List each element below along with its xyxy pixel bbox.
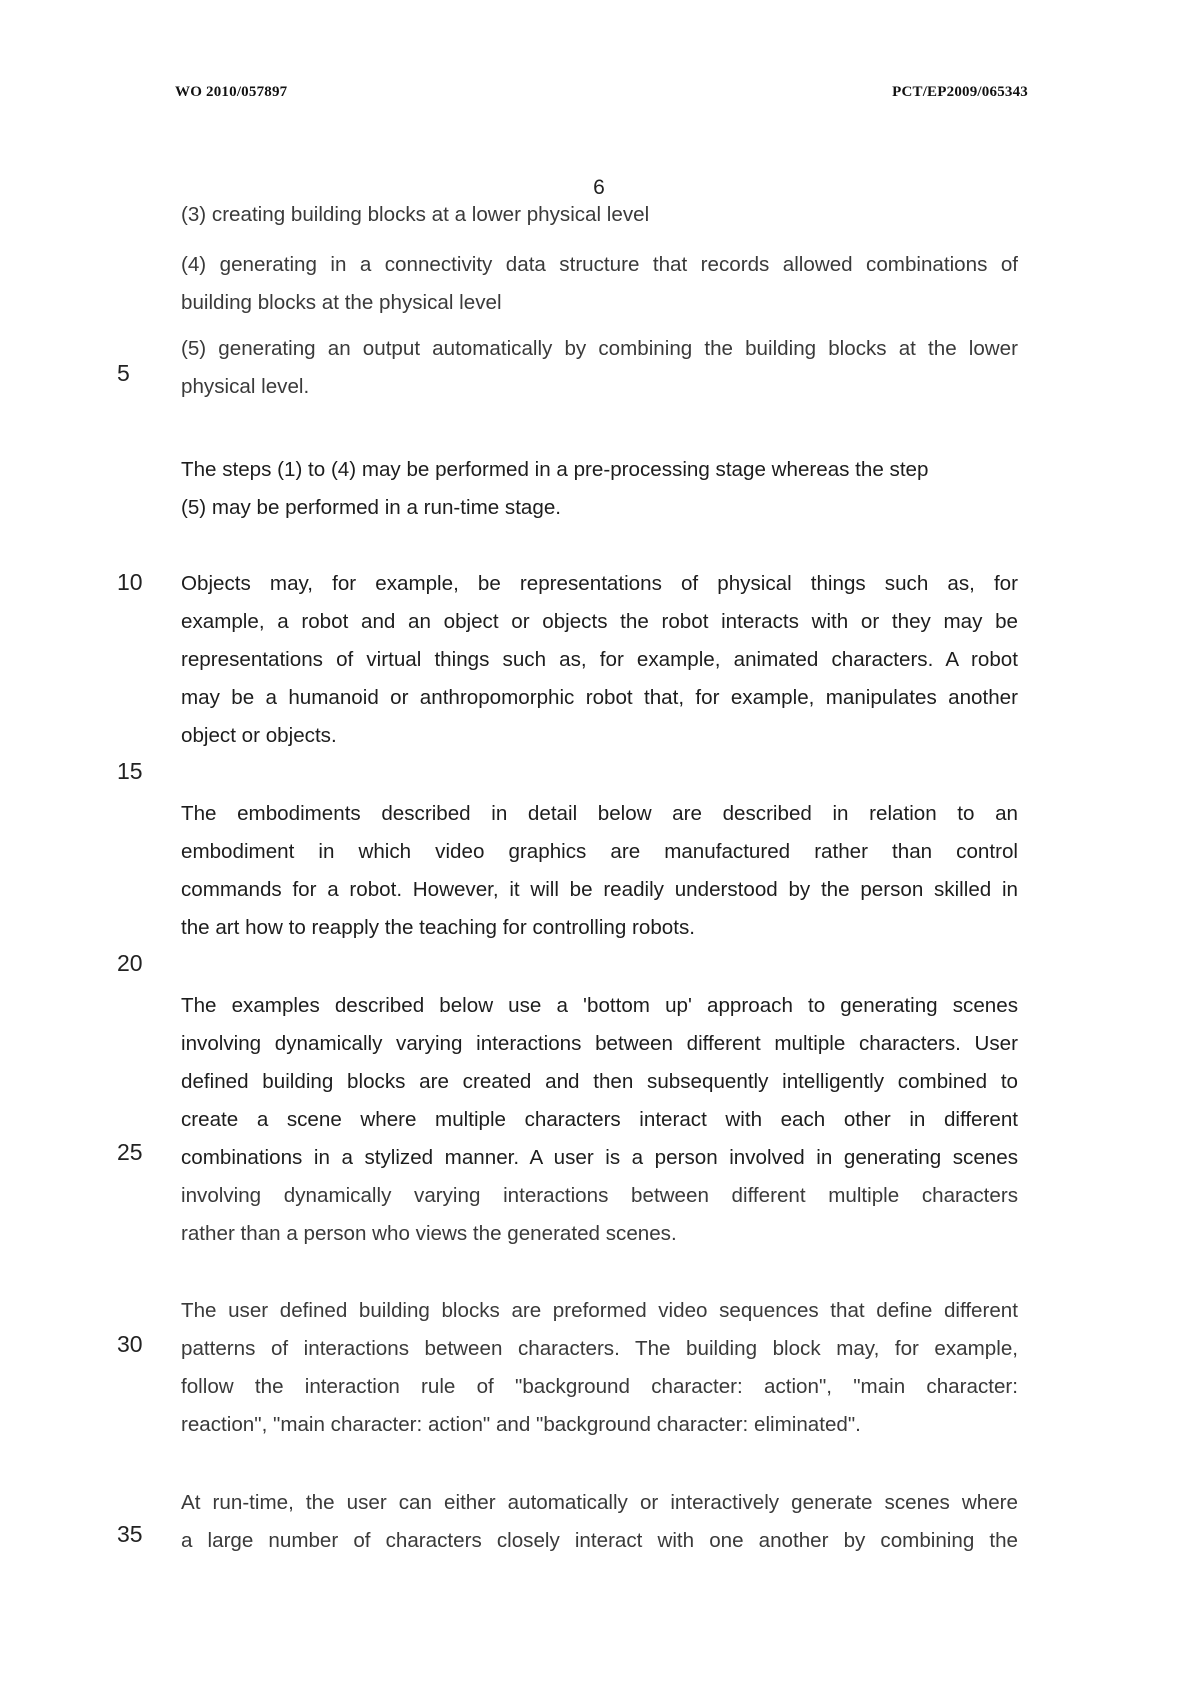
paragraph-objects (181, 565, 1018, 755)
text-line: (3) creating building blocks at a lower physical level (181, 203, 650, 226)
text-line: At run-time, the user can either automatically or interactively generate scenes where (181, 1491, 1018, 1514)
publication-number: WO 2010/057897 (175, 84, 288, 100)
text-line: The examples described below use a 'bottom up' approach to generating scenes (181, 994, 1018, 1017)
line-number-15: 15 (117, 758, 143, 784)
text-line: (5) generating an output automatically by combining the building blocks at the lower (181, 337, 1018, 360)
text-line: involving dynamically varying interactions between different multiple characters (181, 1184, 1018, 1207)
text-line: create a scene where multiple characters interact with each other in different (181, 1108, 1018, 1131)
line-number-35: 35 (117, 1521, 143, 1547)
line-number-20: 20 (117, 950, 143, 976)
line-number-5: 5 (117, 360, 130, 386)
paragraph-step-5 (181, 330, 1018, 406)
text-line: patterns of interactions between characters. The building block may, for example, (181, 1337, 1018, 1360)
paragraph-building-blocks (181, 1292, 1018, 1444)
paragraph-steps-stages (181, 451, 1018, 527)
line-number-30: 30 (117, 1331, 143, 1357)
paragraph-step-4 (181, 246, 1018, 322)
text-line: combinations in a stylized manner. A user is a person involved in generating scenes (181, 1146, 1018, 1169)
text-line: The embodiments described in detail below are described in relation to an (181, 802, 1018, 825)
application-number: PCT/EP2009/065343 (892, 84, 1028, 100)
text-line: involving dynamically varying interactions between different multiple characters. User (181, 1032, 1018, 1055)
text-line: follow the interaction rule of "background character: action", "main character: (181, 1375, 1018, 1398)
line-number-25: 25 (117, 1139, 143, 1165)
text-line: reaction", "main character: action" and "background character: eliminated". (181, 1413, 861, 1436)
page-number: 6 (593, 176, 605, 199)
line-number-10: 10 (117, 569, 143, 595)
text-line: building blocks at the physical level (181, 291, 502, 314)
text-line: representations of virtual things such as, for example, animated characters. A robot (181, 648, 1018, 671)
text-line: rather than a person who views the generated scenes. (181, 1222, 677, 1245)
text-line: embodiment in which video graphics are manufactured rather than control (181, 840, 1018, 863)
text-line: object or objects. (181, 724, 337, 747)
paragraph-examples (181, 987, 1018, 1253)
text-line: physical level. (181, 375, 310, 398)
text-line: example, a robot and an object or objects the robot interacts with or they may be (181, 610, 1018, 633)
text-line: a large number of characters closely interact with one another by combining the (181, 1529, 1018, 1552)
text-line: (5) may be performed in a run-time stage. (181, 496, 561, 519)
text-line: defined building blocks are created and then subsequently intelligently combined to (181, 1070, 1018, 1093)
text-line: may be a humanoid or anthropomorphic robot that, for example, manipulates another (181, 686, 1018, 709)
paragraph-run-time (181, 1484, 1018, 1560)
text-line: The user defined building blocks are preformed video sequences that define different (181, 1299, 1018, 1322)
text-line: Objects may, for example, be representations of physical things such as, for (181, 572, 1018, 595)
text-line: commands for a robot. However, it will be readily understood by the person skilled in (181, 878, 1018, 901)
paragraph-embodiments (181, 795, 1018, 947)
paragraph-step-3 (181, 196, 1018, 234)
text-line: the art how to reapply the teaching for controlling robots. (181, 916, 695, 939)
text-line: The steps (1) to (4) may be performed in a pre-processing stage whereas the step (181, 458, 929, 481)
text-line: (4) generating in a connectivity data structure that records allowed combinations of (181, 253, 1018, 276)
